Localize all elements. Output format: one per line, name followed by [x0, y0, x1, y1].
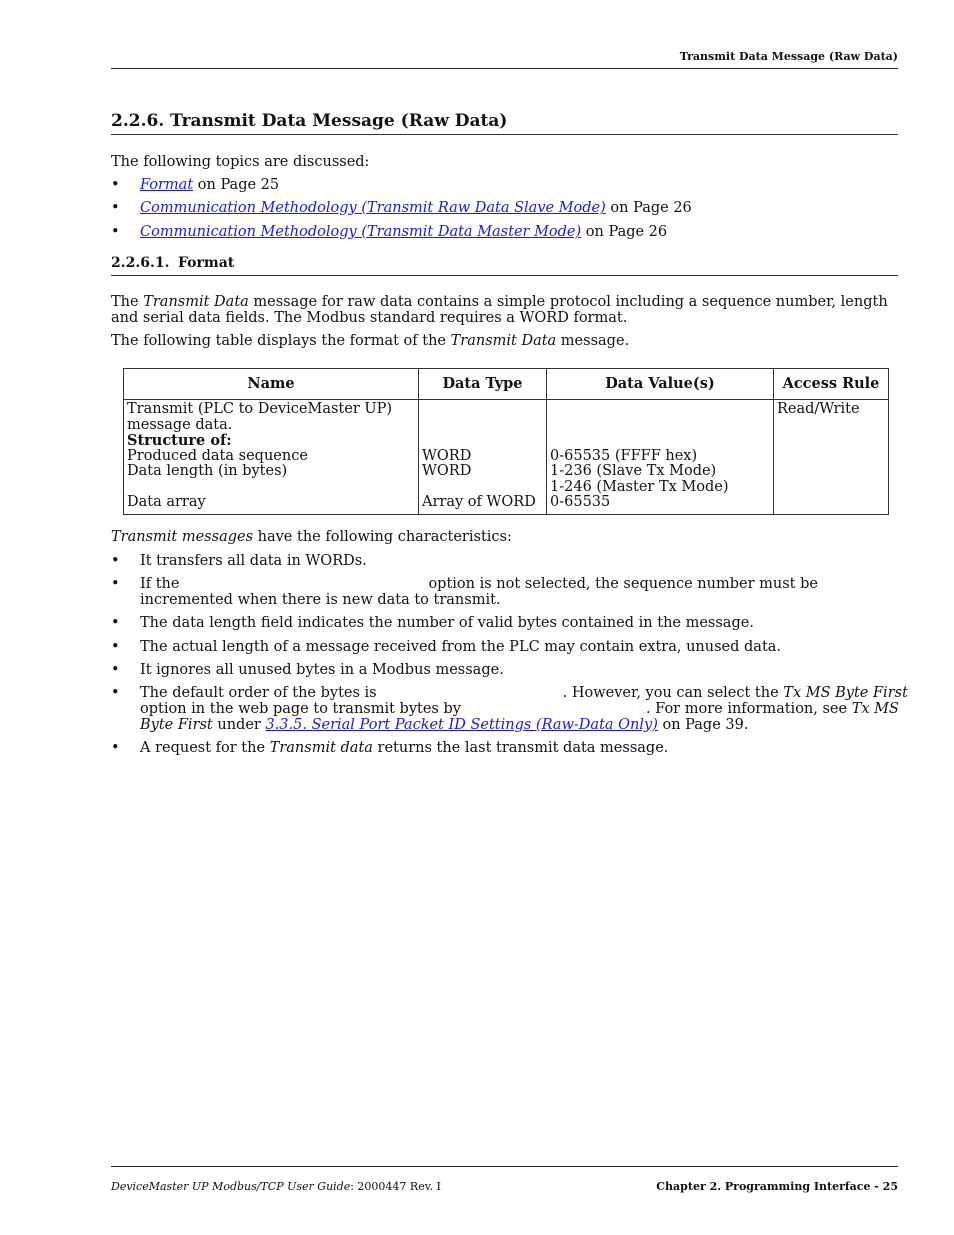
master-mode-link[interactable]: Communication Methodology (Transmit Data Master Mode) [140, 224, 582, 240]
bullet-icon: • [111, 685, 120, 701]
bullet-icon: • [111, 576, 120, 592]
table-row [124, 400, 889, 515]
list-item: • If the option is not selected, the sequence number must be incremented when there is new data to transmit. [111, 576, 818, 608]
section-heading: 2.2.6. Transmit Data Message (Raw Data) [111, 111, 898, 135]
bullet-icon: • [111, 639, 120, 655]
column-header: Data Type [419, 369, 547, 400]
serial-port-settings-link[interactable]: 3.3.5. Serial Port Packet ID Settings (Raw-Data Only) [265, 717, 658, 733]
bullet-icon: • [111, 224, 120, 240]
column-header: Name [124, 369, 419, 400]
footer-rule [111, 1166, 898, 1167]
value-cell: 0-65535 (FFFF hex) 1-236 (Slave Tx Mode) 1-246 (Master Tx Mode) 0-65535 [547, 400, 774, 515]
footer-chapter: Chapter 2. Programming Interface - 25 [656, 1180, 898, 1193]
access-cell: Read/Write [774, 400, 889, 515]
topic-item: • Format on Page 25 [111, 177, 280, 193]
intro-text: The following topics are discussed: [111, 154, 370, 170]
bullet-icon: • [111, 553, 120, 569]
bullet-icon: • [111, 615, 120, 631]
topic-item: • Communication Methodology (Transmit Raw Data Slave Mode) on Page 26 [111, 200, 692, 216]
format-paragraph: The Transmit Data message for raw data contains a simple protocol including a sequence number, length and serial data fields. The Modbus standard requires a WORD format. [111, 294, 888, 326]
format-link[interactable]: Format [140, 177, 194, 193]
running-header: Transmit Data Message (Raw Data) [111, 50, 898, 69]
column-header: Data Value(s) [547, 369, 774, 400]
list-item: • The actual length of a message received from the PLC may contain extra, unused data. [111, 639, 782, 655]
bullet-icon: • [111, 740, 120, 756]
bullet-icon: • [111, 662, 120, 678]
subsection-heading: 2.2.6.1. Format [111, 255, 898, 276]
list-item: • The default order of the bytes is . However, you can select the Tx MS Byte First option in the web page to transmit bytes by . For more information, see Tx MS Byte First under 3.3.5. Serial Port Packet ID Settings (Raw-Data Only) on Page 39. [111, 685, 908, 733]
bullet-icon: • [111, 177, 120, 193]
column-header: Access Rule [774, 369, 889, 400]
slave-mode-link[interactable]: Communication Methodology (Transmit Raw Data Slave Mode) [140, 200, 606, 216]
name-cell: Transmit (PLC to DeviceMaster UP) message data. Structure of: Produced data sequence Data length (in bytes) Data array [124, 400, 419, 515]
topic-item: • Communication Methodology (Transmit Data Master Mode) on Page 26 [111, 224, 668, 240]
format-table [123, 368, 889, 515]
table-header-row [124, 369, 889, 400]
list-item: • It ignores all unused bytes in a Modbus message. [111, 662, 504, 678]
table-intro-paragraph: The following table displays the format of the Transmit Data message. [111, 333, 630, 349]
list-item: • A request for the Transmit data returns the last transmit data message. [111, 740, 669, 756]
list-item: • The data length field indicates the number of valid bytes contained in the message. [111, 615, 754, 631]
characteristics-intro: Transmit messages have the following characteristics: [111, 529, 512, 545]
footer-doc-title: DeviceMaster UP Modbus/TCP User Guide: 2000447 Rev. I [111, 1180, 441, 1193]
list-item: • It transfers all data in WORDs. [111, 553, 367, 569]
bullet-icon: • [111, 200, 120, 216]
type-cell: WORD WORD Array of WORD [419, 400, 547, 515]
